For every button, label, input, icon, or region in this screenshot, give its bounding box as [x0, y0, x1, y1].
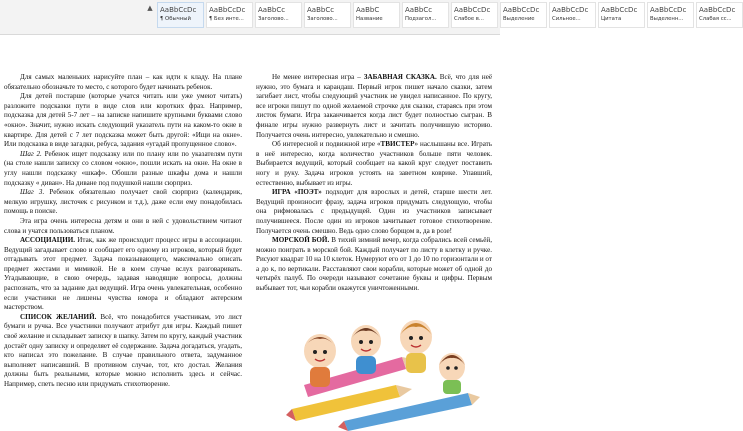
paragraph-text: В тихий зимний вечер, когда собрались всей семьёй, можно поиграть в морской бой. Каждый получает по листу в клетку и ручке. Рисуют квадрат 10 на 10 клеток. Нумеруют его от 1 до 10 по горизонтали и от а до к, по вертикали. Расставляют свои корабли, которые может об одной до четырёх палуб. По очереди называют сочетание буквы и цифры. Первым выбывает тот, чьи корабли окажутся уничтоженными. — [256, 236, 492, 293]
style-tile[interactable] — [696, 2, 743, 28]
style-sample: AaBbCcDc — [503, 6, 540, 14]
paragraph — [256, 73, 492, 140]
style-name: Слабое в... — [454, 16, 484, 22]
game-title: АССОЦИАЦИИ. — [20, 236, 76, 245]
child-figure — [439, 353, 465, 394]
step-label: Шаг 2. — [20, 149, 42, 158]
style-tile[interactable] — [157, 2, 204, 28]
style-sample: AaBbCcDc — [699, 6, 736, 14]
styles-ribbon — [0, 0, 736, 35]
paragraph-lead: Не менее интересная игра – — [272, 73, 364, 81]
style-tile[interactable] — [598, 2, 645, 28]
paragraph — [256, 188, 492, 236]
paragraph: Для самых маленьких нарисуйте план – как идти к кладу. На плане обязательно обозначьте то место, с которого будет начинать ребенок. — [4, 73, 242, 91]
paragraph — [256, 236, 492, 294]
style-tile[interactable] — [304, 2, 351, 28]
style-name: Подзагол... — [405, 16, 437, 22]
style-tile[interactable] — [451, 2, 498, 28]
style-name: Название — [356, 16, 383, 22]
style-sample: AaBbCcDc — [209, 6, 246, 14]
style-tile[interactable] — [206, 2, 253, 28]
paragraph — [256, 140, 492, 188]
paragraph-text: Ребенок обязательно получает свой сюрприз (календарик, мелкую игрушку, листочек с рисунком и т.д.), даже если ему понадобилась помощь в поиске. — [4, 188, 242, 216]
game-title: ЗАБАВНАЯ СКАЗКА. — [363, 73, 437, 81]
game-title: МОРСКОЙ БОЙ. — [272, 236, 330, 245]
step-label: Шаг 3. — [20, 188, 45, 197]
style-tile[interactable] — [647, 2, 694, 28]
style-tile[interactable] — [255, 2, 302, 28]
style-name: Сильное... — [552, 16, 581, 22]
right-column — [256, 73, 492, 294]
style-sample: AaBbC — [356, 6, 380, 14]
paragraph-text: Всё, что понадобится участникам, это лист бумаги и ручка. Все участники получают атрибут для игры. Каждый пишет своё желание и складывает записку в шапку. Затем по кругу, каждый участник достаёт одну записку и определяет её содержание. Задача догадаться, угадать, кто написал это пожелание. В случае правильного ответа, задуманное выполняет написавший. В противном случае, тот, кто достал. Желания должны быть реальными, которые можно исполнить здесь и сейчас. Например, спеть песню или придумать стихотворение. — [4, 312, 242, 388]
style-name: Заголово... — [307, 16, 338, 22]
paragraph-text: Ребенок ищет подсказку или по плану или по указателям пути (на столе нашли записку со словом «окно», пошли искать на окне. На окне в углу нашли подсказку «шкаф». Обошли разные шкафы дома и нашли подсказку « диван». На диване под подушкой нашли сюрприз. — [4, 149, 242, 187]
style-name: Слабая сс... — [699, 16, 732, 22]
paragraph — [4, 150, 242, 188]
paragraph — [4, 188, 242, 217]
paragraph — [4, 236, 242, 313]
chevron-up-icon[interactable]: ▲ — [147, 4, 153, 12]
paragraph-text: Итак, как же происходит процесс игры в ассоциации. Ведущий загадывает слово и сообщает его одному из игроков, который будет отгадывать этот предмет. Задача показывающего, максимально описать предмет жестами и мимикой. Не в коем случае вслух разговаривать. Угадывающие, в свою очередь, задавая наводящие вопросы, должны распознать, что за задание дал ведущий. Игра очень увлекательная, особенно если участники не лишены чувства юмора и обладают актерским мастерством. — [4, 236, 242, 312]
style-tile[interactable] — [353, 2, 400, 28]
style-name: ¶ Обычный — [160, 16, 191, 22]
game-title: ИГРА «ПОЭТ» — [272, 188, 322, 197]
paragraph: Для детей постарше (которые учатся читать или уже умеют читать) разложите подсказки пути в виде слов или коротких фраз. Например, подсказка для детей 5-7 лет – на записке напишите крупными буквами слово «окно». Значит, нужно искать следующий указатель пути на каком-то окне в квартире. Для детей с 7 лет подсказка может быть другой: «Ищи на окне». Или подсказка в виде загадки, ребуса, задания «угадай пропущенное слово». — [4, 92, 242, 149]
style-name: Выделение — [503, 16, 535, 22]
paragraph — [4, 313, 242, 390]
paragraph-text: Всё, что для неё нужно, это бумага и карандаш. Первый игрок пишет начало сказки, затем загибает лист, чтобы следующий участник не увидел написанное. По кругу, все игроки пишут по одной желаемой строчке для сказки, стараясь при этом листок бумаги. Игра заканчивается когда лист будет полностью сыгран. В финале игры нужно развернуть лист и зачитать получившую историю. Получается очень интересно, увлекательно и смешно. — [256, 73, 492, 139]
cartoon-children-illustration — [284, 297, 480, 431]
styles-gallery — [157, 2, 736, 30]
style-tile[interactable] — [549, 2, 596, 28]
style-sample: AaBbCcDc — [650, 6, 687, 14]
style-tile[interactable] — [500, 2, 547, 28]
document-page[interactable] — [0, 35, 500, 407]
style-name: Заголово... — [258, 16, 289, 22]
style-sample: AaBbCc — [405, 6, 433, 14]
style-name: ¶ Без инте... — [209, 16, 244, 22]
style-sample: AaBbCcDc — [454, 6, 491, 14]
style-tile[interactable] — [402, 2, 449, 28]
paragraph-lead: Об интересной и подвижной игре « — [272, 140, 381, 149]
game-title: СПИСОК ЖЕЛАНИЙ. — [20, 312, 97, 321]
style-name: Цитата — [601, 16, 622, 22]
paragraph: Эта игра очень интересна детям и они в ней с удовольствием читают слова и учатся пользоваться планом. — [4, 216, 242, 235]
paragraph-text: подходит для взрослых и детей, старше шести лет. Ведущий произносит фразу, задача игроков придумать следующую, чтобы она рифмовалась с предыдущей. Один из участников записывает получившееся. После один из игроков зачитывает готовое стихотворение. Получается очень смешно. Ведь одно слово борщом в, да в розе! — [256, 188, 492, 235]
style-sample: AaBbCc — [258, 6, 286, 14]
style-name: Выделенн... — [650, 16, 684, 22]
style-sample: AaBbCcDc — [552, 6, 589, 14]
paragraph-text: » наслышаны все. Играть в неё интересно, когда количество участников больше пяти человек. Выбирается ведущий, который сообщает на какой круг следует поставить ногу и руку. Задача игроков устоять на заветном коврике. Упавший, естественно, выбывает из игры. — [256, 140, 492, 187]
style-sample: AaBbCcDc — [160, 6, 197, 14]
left-column — [4, 73, 242, 390]
style-sample: AaBbCc — [307, 6, 335, 14]
game-title: ТВИСТЕР — [380, 140, 415, 149]
style-sample: AaBbCcDc — [601, 6, 638, 14]
